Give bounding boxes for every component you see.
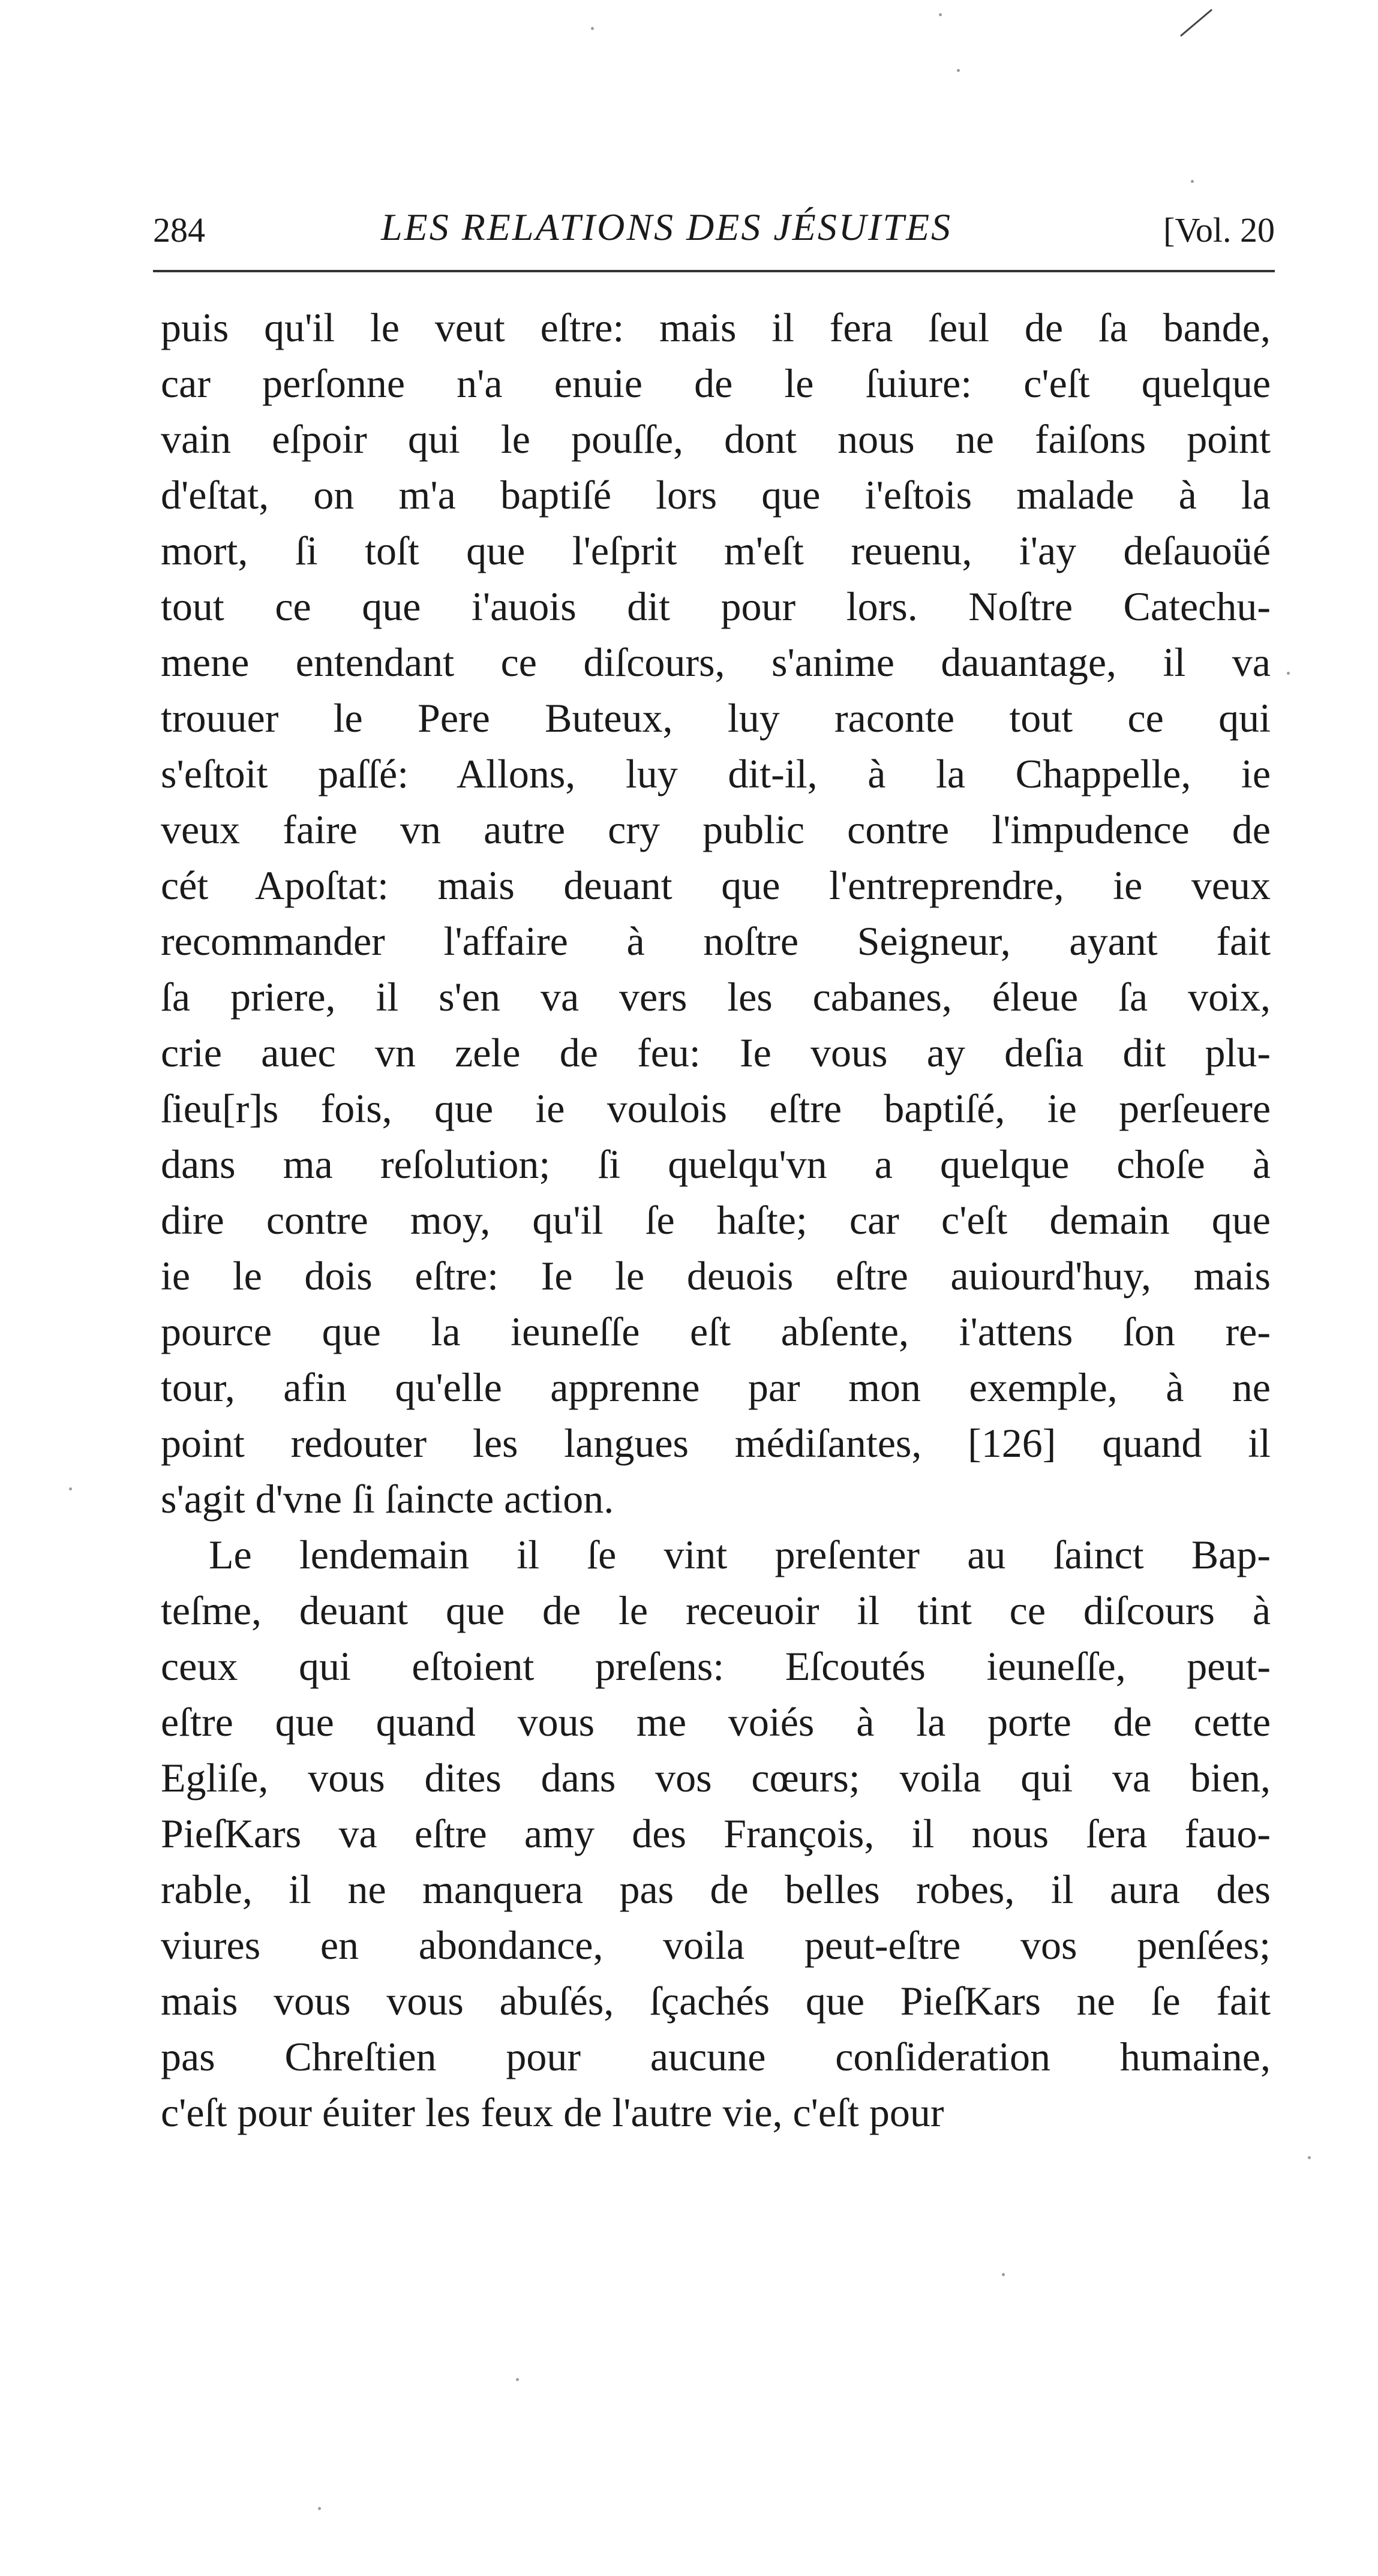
text-line: tout ce que i'auois dit pour lors. Noſtre Catechu- [161,584,1271,629]
text-line: s'agit d'vne ſi ſaincte action. [161,1476,614,1522]
text-line: mais vous vous abuſés, ſçachés que PieſKars ne ſe fait [161,1978,1271,2024]
text-line: ceux qui eſtoient preſens: Eſcoutés ieuneſſe, peut- [161,1643,1271,1689]
text-line: eſtre que quand vous me voiés à la porte de cette [161,1699,1271,1745]
corner-mark [1176,6,1218,42]
text-line: pource que la ieuneſſe eſt abſente, i'attens ſon re- [161,1309,1271,1354]
text-line: cét Apoſtat: mais deuant que l'entreprendre, ie veux [161,862,1271,908]
text-line: vain eſpoir qui le pouſſe, dont nous ne faiſons point [161,416,1271,462]
text-line: viures en abondance, voila peut-eſtre vos penſées; [161,1922,1271,1968]
text-line: ie le dois eſtre: Ie le deuois eſtre auiourd'huy, mais [161,1253,1271,1298]
text-line: d'eſtat, on m'a baptiſé lors que i'eſtois malade à la [161,472,1271,518]
text-line: puis qu'il le veut eſtre: mais il fera ſeul de ſa bande, [161,305,1271,350]
text-line: crie auec vn zele de feu: Ie vous ay deſia dit plu- [161,1030,1271,1075]
header-rule [153,270,1275,272]
text-line: mene entendant ce diſcours, s'anime dauantage, il va [161,639,1271,685]
text-line: ſieu[r]s fois, que ie voulois eſtre baptiſé, ie perſeuere [161,1086,1271,1131]
text-line: PieſKars va eſtre amy des François, il nous ſera fauo- [161,1811,1271,1856]
text-line: recommander l'affaire à noſtre Seigneur, ayant fait [161,918,1271,964]
text-line: s'eſtoit paſſé: Allons, luy dit-il, à la Chappelle, ie [161,751,1271,796]
text-line: pas Chreſtien pour aucune conſideration humaine, [161,2034,1271,2079]
scan-speck [318,2507,321,2510]
scan-speck [1191,180,1194,183]
text-line: dans ma reſolution; ſi quelqu'vn a quelque choſe à [161,1141,1271,1187]
scan-speck [1287,672,1290,675]
scan-speck [1002,2273,1005,2276]
running-header [153,198,1275,264]
text-line: rable, il ne manquera pas de belles robes, il aura des [161,1866,1271,1912]
scan-speck [516,2378,519,2381]
scan-speck [939,13,942,16]
scan-speck [1308,2156,1311,2159]
text-line: ſa priere, il s'en va vers les cabanes, éleue ſa voix, [161,974,1271,1020]
text-line: teſme, deuant que de le receuoir il tint ce diſcours à [161,1588,1271,1633]
page-number: 284 [153,211,205,250]
volume-label: [Vol. 20 [1163,211,1275,250]
scan-speck [69,1487,72,1490]
text-line: point redouter les langues médiſantes, [126] quand il [161,1420,1271,1466]
text-line: veux faire vn autre cry public contre l'impudence de [161,807,1271,852]
scan-speck [957,69,960,72]
text-line: mort, ſi toſt que l'eſprit m'eſt reuenu, i'ay deſauoüé [161,528,1271,573]
text-line: c'eſt pour éuiter les feux de l'autre vie, c'eſt pour [161,2090,944,2135]
text-line: dire contre moy, qu'il ſe haſte; car c'eſt demain que [161,1197,1271,1243]
scan-speck [591,27,594,30]
text-line: trouuer le Pere Buteux, luy raconte tout ce qui [161,695,1271,741]
running-title: LES RELATIONS DES JÉSUITES [381,206,953,248]
text-line: Egliſe, vous dites dans vos cœurs; voila qui va bien, [161,1755,1271,1801]
text-line: car perſonne n'a enuie de le ſuiure: c'eſt quelque [161,360,1271,406]
text-line: Le lendemain il ſe vint preſenter au ſainct Bap- [209,1532,1271,1577]
body-text [161,300,1271,2141]
text-line: tour, afin qu'elle apprenne par mon exemple, à ne [161,1364,1271,1410]
